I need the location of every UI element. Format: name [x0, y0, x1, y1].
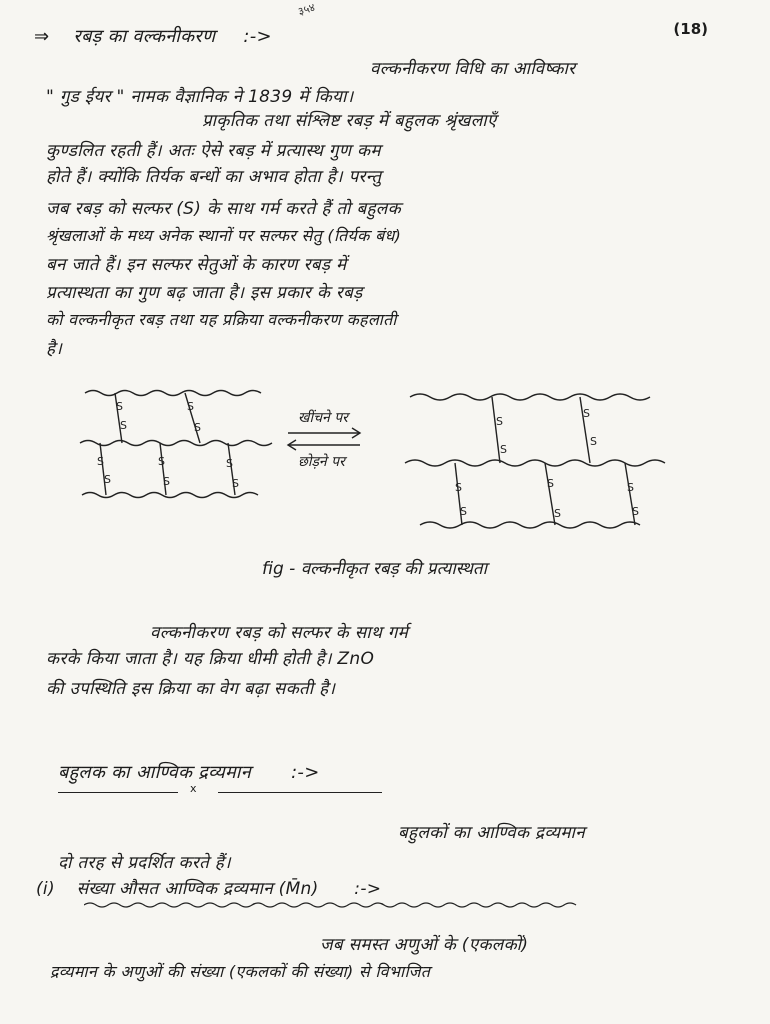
- para1-line: प्राकृतिक तथा संश्लिष्ट रबड़ में बहुलक श्रृंखलाएँ: [202, 111, 497, 131]
- para3-line: दो तरह से प्रदर्शित करते हैं।: [58, 853, 231, 873]
- sulfur-label: S: [554, 507, 561, 520]
- heading-molecular-mass: [58, 760, 320, 784]
- label-release: छोड़ने पर: [298, 454, 345, 470]
- sulfur-label: S: [97, 455, 104, 468]
- corner-scribble: ३५४: [296, 0, 317, 19]
- para1-line: बन जाते हैं। इन सल्फर सेतुओं के कारण रबड़ में: [46, 255, 347, 275]
- para1-line: प्रत्यास्थता का गुण बढ़ जाता है। इस प्रकार के रबड़: [46, 283, 363, 303]
- para1-line: होते हैं। क्योंकि तिर्यक बन्धों का अभाव होता है। परन्तु: [46, 167, 382, 187]
- heading-number-average: [36, 876, 381, 899]
- sulfur-bond-labels: [97, 400, 639, 520]
- sulfur-label: S: [226, 457, 233, 470]
- para2-line: वल्कनीकरण रबड़ को सल्फर के साथ गर्म: [150, 623, 409, 643]
- sulfur-label: S: [590, 435, 597, 448]
- para1-line: जब रबड़ को सल्फर (S) के साथ गर्म करते हैं तो बहुलक: [46, 199, 401, 219]
- para1-line: कुण्डलित रहती हैं। अतः ऐसे रबड़ में प्रत्यास्थ गुण कम: [46, 141, 381, 161]
- page-number: (18): [673, 20, 708, 38]
- sulfur-label: S: [627, 481, 634, 494]
- para1-line: है।: [46, 339, 63, 359]
- vulcanized-rubber-diagram: [60, 375, 680, 545]
- sulfur-label: S: [158, 455, 165, 468]
- para1-line: को वल्कनीकृत रबड़ तथा यह प्रक्रिया वल्कनीकरण कहलाती: [46, 310, 397, 329]
- para3-line: बहुलकों का आण्विक द्रव्यमान: [398, 823, 585, 843]
- diagram-arrows: [288, 428, 360, 450]
- label-stretch: खींचने पर: [298, 410, 348, 426]
- para2-line: करके किया जाता है। यह क्रिया धीमी होती है। ZnO: [46, 649, 375, 669]
- sulfur-label: S: [116, 400, 123, 413]
- heading-suffix: :->: [243, 26, 272, 47]
- heading-suffix: :->: [354, 879, 382, 899]
- heading-suffix: :->: [291, 762, 320, 783]
- sulfur-label: S: [632, 505, 639, 518]
- heading-underline: [218, 792, 382, 793]
- heading-number: (i): [36, 879, 55, 899]
- para1-line: वल्कनीकरण विधि का आविष्कार: [370, 59, 576, 79]
- para1-line: श्रृंखलाओं के मध्य अनेक स्थानों पर सल्फर सेतु (तिर्यक बंध): [46, 226, 402, 245]
- heading-title: संख्या औसत आण्विक द्रव्यमान (M̄n): [76, 879, 319, 899]
- sulfur-label: S: [460, 505, 467, 518]
- sulfur-label: S: [500, 443, 507, 456]
- heading-vulcanization: [34, 24, 272, 48]
- figure-caption: fig - वल्कनीकृत रबड़ की प्रत्यास्थता: [262, 559, 487, 579]
- sulfur-label: S: [187, 400, 194, 413]
- para2-line: की उपस्थिति इस क्रिया का वेग बढ़ा सकती है।: [46, 679, 336, 699]
- sulfur-label: S: [496, 415, 503, 428]
- heading-title: बहुलक का आण्विक द्रव्यमान: [58, 762, 252, 783]
- para1-line: " गुड ईयर " नामक वैज्ञानिक ने 1839 में किया।: [46, 87, 354, 107]
- sulfur-label: S: [547, 477, 554, 490]
- sulfur-label: S: [232, 477, 239, 490]
- heading-underline: [58, 792, 178, 793]
- sulfur-label: S: [163, 475, 170, 488]
- heading-title: रबड़ का वल्कनीकरण: [73, 26, 216, 47]
- para4-line: द्रव्यमान के अणुओं की संख्या (एकलकों की संख्या) से विभाजित: [50, 962, 431, 981]
- wavy-underline: [84, 900, 584, 910]
- sulfur-label: S: [455, 481, 462, 494]
- right-chains: [405, 394, 665, 528]
- sulfur-label: S: [120, 419, 127, 432]
- underline-separator: x: [190, 782, 197, 795]
- sulfur-label: S: [583, 407, 590, 420]
- para4-line: जब समस्त अणुओं के (एकलकों): [320, 935, 529, 955]
- sulfur-label: S: [104, 473, 111, 486]
- sulfur-label: S: [194, 421, 201, 434]
- arrow-icon: ⇒: [34, 26, 50, 47]
